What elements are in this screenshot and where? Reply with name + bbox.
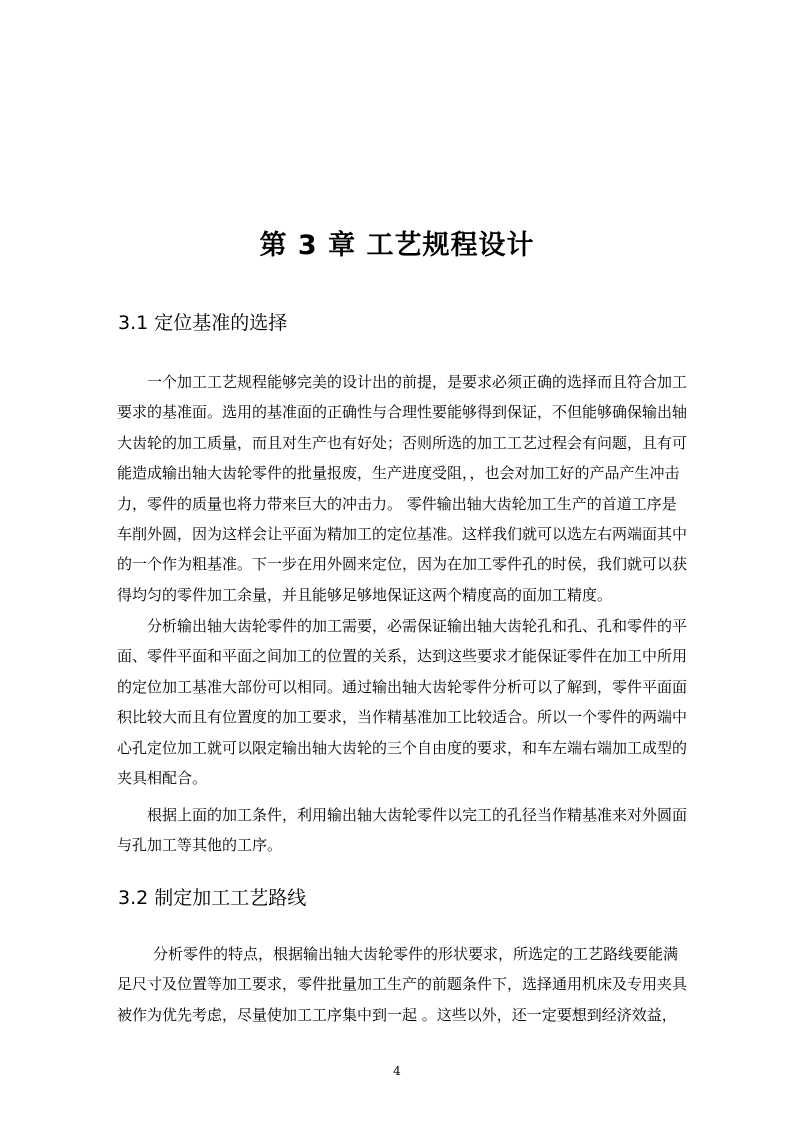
paragraph-line: 分析输出轴大齿轮零件的加工需要，必需保证输出轴大齿轮孔和孔、孔和零件的平 <box>147 617 688 635</box>
paragraph-line: 能造成输出轴大齿轮零件的批量报废，生产进度受阻，，也会对加工好的产品产生冲击 <box>117 464 680 483</box>
paragraph-line: 夹具相配合。 <box>117 769 208 788</box>
paragraph-line: 一个加工工艺规程能够完美的设计出的前提，是要求必须正确的选择而且符合加工 <box>147 373 688 391</box>
paragraph-line: 分析零件的特点，根据输出轴大齿轮零件的形状要求，所选定的工艺路线要能满 <box>153 945 679 963</box>
paragraph <box>117 939 723 1030</box>
paragraph-line: 面、零件平面和平面之间加工的位置的关系，达到这些要求才能保证零件在加工中所用 <box>117 647 688 666</box>
paragraph <box>117 800 723 861</box>
paragraph-line: 足尺寸及位置等加工要求，零件批量加工生产的前题条件下，选择通用机床及专用夹具 <box>117 975 688 994</box>
paragraph-line: 的一个作为粗基准。下一步在用外圆来定位，因为在加工零件孔的时侯，我们就可以获 <box>117 555 688 574</box>
paragraph-line: 力，零件的质量也将力带来巨大的冲击力。 零件输出轴大齿轮加工生产的首道工序是 <box>117 494 677 513</box>
page-number: 4 <box>393 1064 401 1078</box>
paragraph-line: 被作为优先考虑，尽量使加工工序集中到一起 。这些以外，还一定要想到经济效益， <box>117 1005 677 1024</box>
paragraph <box>117 367 723 610</box>
paragraph-line: 心孔定位加工就可以限定输出轴大齿轮的三个自由度的要求，和车左端右端加工成型的 <box>117 738 688 757</box>
section-heading: 3.1 定位基准的选择 <box>118 312 288 334</box>
paragraph-line: 车削外圆，因为这样会让平面为精加工的定位基准。这样我们就可以选左右两端面其中 <box>117 525 688 544</box>
paragraph <box>117 611 723 793</box>
paragraph-line: 的定位加工基准大部份可以相同。通过输出轴大齿轮零件分析可以了解到，零件平面面 <box>117 677 688 696</box>
chapter-title: 第 3 章 工艺规程设计 <box>259 230 535 261</box>
paragraph-line: 要求的基准面。选用的基准面的正确性与合理性要能够得到保证，不但能够确保输出轴 <box>117 403 688 422</box>
paragraph-line: 与孔加工等其他的工序。 <box>117 836 283 855</box>
section-heading: 3.2 制定加工工艺路线 <box>118 887 307 909</box>
paragraph-line: 积比较大而且有位置度的加工要求，当作精基准加工比较适合。所以一个零件的两端中 <box>117 708 688 727</box>
paragraph-line: 根据上面的加工条件，利用输出轴大齿轮零件以完工的孔径当作精基准来对外圆面 <box>147 806 688 824</box>
paragraph-line: 大齿轮的加工质量，而且对生产也有好处；否则所选的加工工艺过程会有问题，且有可 <box>117 433 688 452</box>
paragraph-line: 得均匀的零件加工余量，并且能够足够地保证这两个精度高的面加工精度。 <box>117 585 613 604</box>
